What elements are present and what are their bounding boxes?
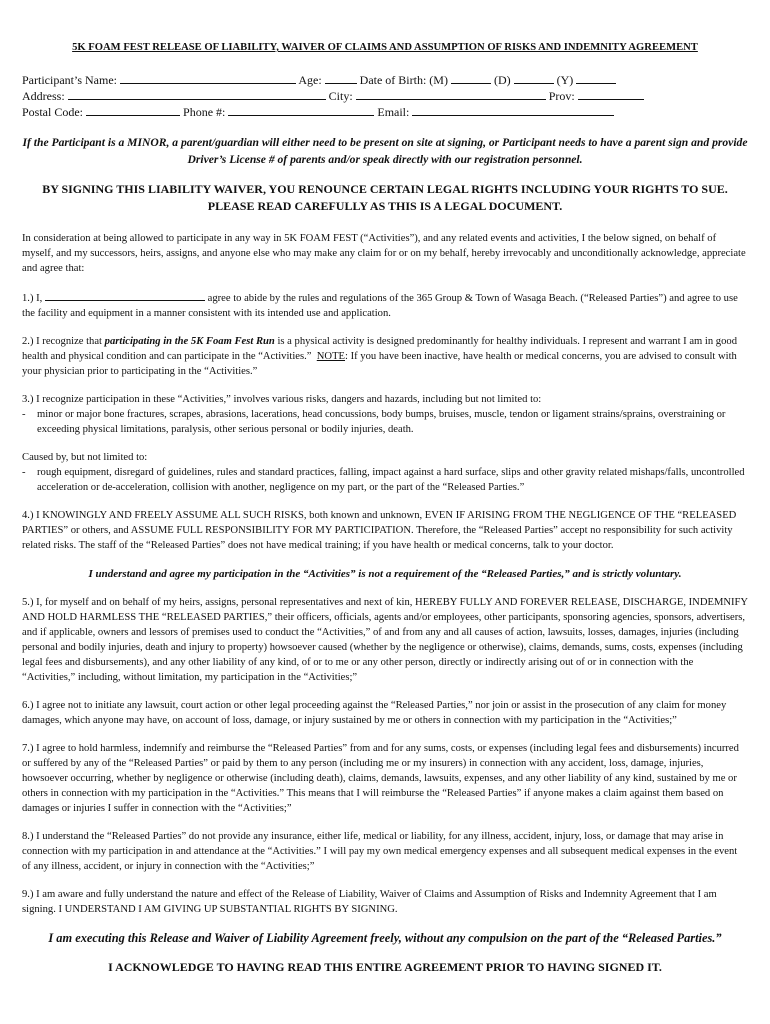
dob-day-label: (D) [493, 73, 511, 87]
phone-field[interactable] [228, 104, 374, 116]
dob-year-label: (Y) [556, 73, 574, 87]
clause-2 [22, 334, 748, 379]
waiver-document [22, 40, 748, 975]
clause-9: 9.) I am aware and fully understand the nature and effect of the Release of Liability, Waiver of Claims and Assumption of Risks and Indemnity Agreement that I am signing. I UNDERSTAND I AM GIVING UP SUBSTANTIAL RIGHTS BY SIGNING. [22, 889, 717, 915]
prov-field[interactable] [578, 88, 644, 100]
clause-7: 7.) I agree to hold harmless, indemnify and reimburse the “Released Parties” from and for any sums, costs, or expenses (including legal fees and disbursements) incurred or suffered by any of the “Released Parties” or paid by them to any person (including me or my insurers) in connection with any accident, loss, damage, injuries, howsoever occurring, whether by negligence or otherwise (including death), claims, demands, lawsuits, expenses, and any other liability of any kind, sustained by me or others in connection with my participation in the “Activities.” This means that I will reimburse the “Released Parties” if anyone makes a claim against them based on damages or injuries I suffer in connection with the “Activities;” [22, 743, 739, 814]
clause-1 [22, 289, 748, 321]
voluntary-statement: I understand and agree my participation in the “Activities” is not a requirement of the “Released Parties,” and is strictly voluntary. [88, 568, 682, 580]
legal-warning [22, 181, 748, 215]
dob-day-field[interactable] [514, 72, 554, 84]
clause-2-start: 2.) I recognize that [22, 336, 103, 347]
clause-2-note: : If you have been inactive, have health or medical concerns, you are advised to consult with your physician prior to participating in the “Activities.” [22, 351, 737, 377]
clause-5: 5.) I, for myself and on behalf of my heirs, assigns, personal representatives and next of kin, HEREBY FULLY AND FOREVER RELEASE, DISCHARGE, INDEMNIFY AND HOLD HARMLESS THE “RELEASED PARTIES,” their officers, officials, agents and/or employees, other participants, sponsoring agencies, sponsors, advertisers, and if applicable, owners and lessors of premises used to conduct the “Activities,” of and from any and all causes of action, lawsuits, losses, damages, injuries (including personal and bodily injuries, death and injury to property) howsoever caused (whether by the negligence or otherwise), claims, demands, sums, costs, expenses (including legal fees and disbursements), and any other liability of any kind, of or to me or any other person, directly or indirectly arising out of or in connection with the “Activities,” including, without limitation, my participation in the “Activities;” [22, 597, 748, 683]
cause-list-item: - rough equipment, disregard of guidelines, rules and standard practices, falling, impact against a hard surface, slips and other gravity related mishaps/falls, uncontrolled acceleration or de-acceleration, collision with another, negligence on my part, or the part of the “Released Parties.” [22, 465, 748, 495]
name-field[interactable] [120, 72, 296, 84]
cause-list-text: rough equipment, disregard of guidelines, rules and standard practices, falling, impact against a hard surface, slips and other gravity related mishaps/falls, uncontrolled acceleration or de-acceleration, collision with another, negligence on my part, or the part of the “Released Parties.” [37, 467, 745, 493]
dob-month-field[interactable] [451, 72, 491, 84]
clause-3: 3.) I recognize participation in these “Activities,” involves various risks, dangers and hazards, including but not limited to: [22, 394, 542, 405]
risk-list-item: - minor or major bone fractures, scrapes, abrasions, lacerations, head concussions, body bumps, bruises, muscle, tendon or ligament strains/sprains, overstraining or exceeding physical limitations, paralysis, other serious personal or bodily injuries, death. [22, 407, 748, 437]
city-field[interactable] [356, 88, 546, 100]
risk-list-text: minor or major bone fractures, scrapes, abrasions, lacerations, head concussions, body bumps, bruises, muscle, tendon or ligament strains/sprains, overstraining or exceeding physical limitations, paralysis, other serious personal or bodily injuries, death. [37, 409, 726, 435]
email-label: Email: [377, 105, 410, 119]
city-label: City: [328, 89, 353, 103]
postal-code-label: Postal Code: [22, 105, 84, 119]
clause-1-text: agree to abide by the rules and regulations of the 365 Group & Town of Wasaga Beach. (“Released Parties”) and agree to use the facility and equipment in a manner consistent with its intended use and application. [22, 293, 738, 319]
clause-4: 4.) I KNOWINGLY AND FREELY ASSUME ALL SUCH RISKS, both known and unknown, EVEN IF ARISING FROM THE NEGLIGENCE OF THE “RELEASED PARTIES” or others, and ASSUME FULL RESPONSIBILITY FOR MY PARTICIPATION. Therefore, the “Released Parties” accept no responsibility for such activity related risks. The staff of the “Released Parties” does not have medical training; if you have health or medical concerns, talk to your doctor. [22, 510, 737, 551]
phone-label: Phone #: [183, 105, 226, 119]
prov-label: Prov: [548, 89, 575, 103]
intro-paragraph: In consideration at being allowed to participate in any way in 5K FOAM FEST (“Activities”), and any related events and activities, I the below signed, on behalf of myself, and my successors, heirs, assigns, and anyone else who may make any claim for or on my behalf, hereby irrevocably and unconditionally acknowledge, appreciate and agree that: [22, 233, 746, 274]
note-label: NOTE [316, 351, 346, 362]
clause-1-start: 1.) I, [22, 293, 43, 304]
age-field[interactable] [325, 72, 357, 84]
clause-6: 6.) I agree not to initiate any lawsuit, court action or other legal proceeding against the “Released Parties,” nor join or assist in the prosecution of any claim for money damages, which anyone may have, on account of loss, damage, or injury sustained by me or others in connection with my participation in the “Activities;” [22, 700, 727, 726]
participant-name-blank[interactable] [45, 289, 205, 301]
address-field[interactable] [68, 88, 326, 100]
name-label: Participant’s Name: [22, 73, 117, 87]
age-label: Age: [298, 73, 322, 87]
caused-by-heading: Caused by, but not limited to: [22, 452, 148, 463]
document-title: 5K FOAM FEST RELEASE OF LIABILITY, WAIVER OF CLAIMS AND ASSUMPTION OF RISKS AND INDEMNITY AGREEMENT [72, 42, 698, 53]
minor-notice: If the Participant is a MINOR, a parent/guardian will either need to be present on site at signing, or Participant needs to have a parent sign and provide Driver’s License # of parents and/or speak directly with our registration personnel. [22, 136, 748, 166]
dob-month-label: Date of Birth: (M) [359, 73, 448, 87]
warning-line-1: BY SIGNING THIS LIABILITY WAIVER, YOU RENOUNCE CERTAIN LEGAL RIGHTS INCLUDING YOUR RIGHTS TO SUE. [42, 182, 728, 196]
clause-8: 8.) I understand the “Released Parties” do not provide any insurance, either life, medical or liability, for any illness, accident, injury, loss, or damage that may arise in connection with my participation in and attendance at the “Activities.” I will pay my own medical emergency expenses and all subsequent medical expenses in the event of any illness, accident, or injury in connection with the “Activities;” [22, 831, 738, 872]
free-will-statement: I am executing this Release and Waiver of Liability Agreement freely, without any compulsion on the part of the “Released Parties.” [48, 931, 722, 945]
clause-2-text: is a physical activity is designed predominantly for healthy individuals. I represent and warrant I am in good health and physical condition and can participate in the “Activities.” [22, 336, 737, 362]
acknowledgement-statement: I ACKNOWLEDGE TO HAVING READ THIS ENTIRE AGREEMENT PRIOR TO HAVING SIGNED IT. [108, 960, 662, 974]
warning-line-2: PLEASE READ CAREFULLY AS THIS IS A LEGAL DOCUMENT. [207, 199, 563, 213]
dob-year-field[interactable] [576, 72, 616, 84]
email-field[interactable] [412, 104, 614, 116]
participant-fields [22, 72, 748, 120]
address-label: Address: [22, 89, 65, 103]
clause-2-emphasis: participating in the 5K Foam Fest Run [104, 336, 275, 347]
postal-code-field[interactable] [86, 104, 180, 116]
